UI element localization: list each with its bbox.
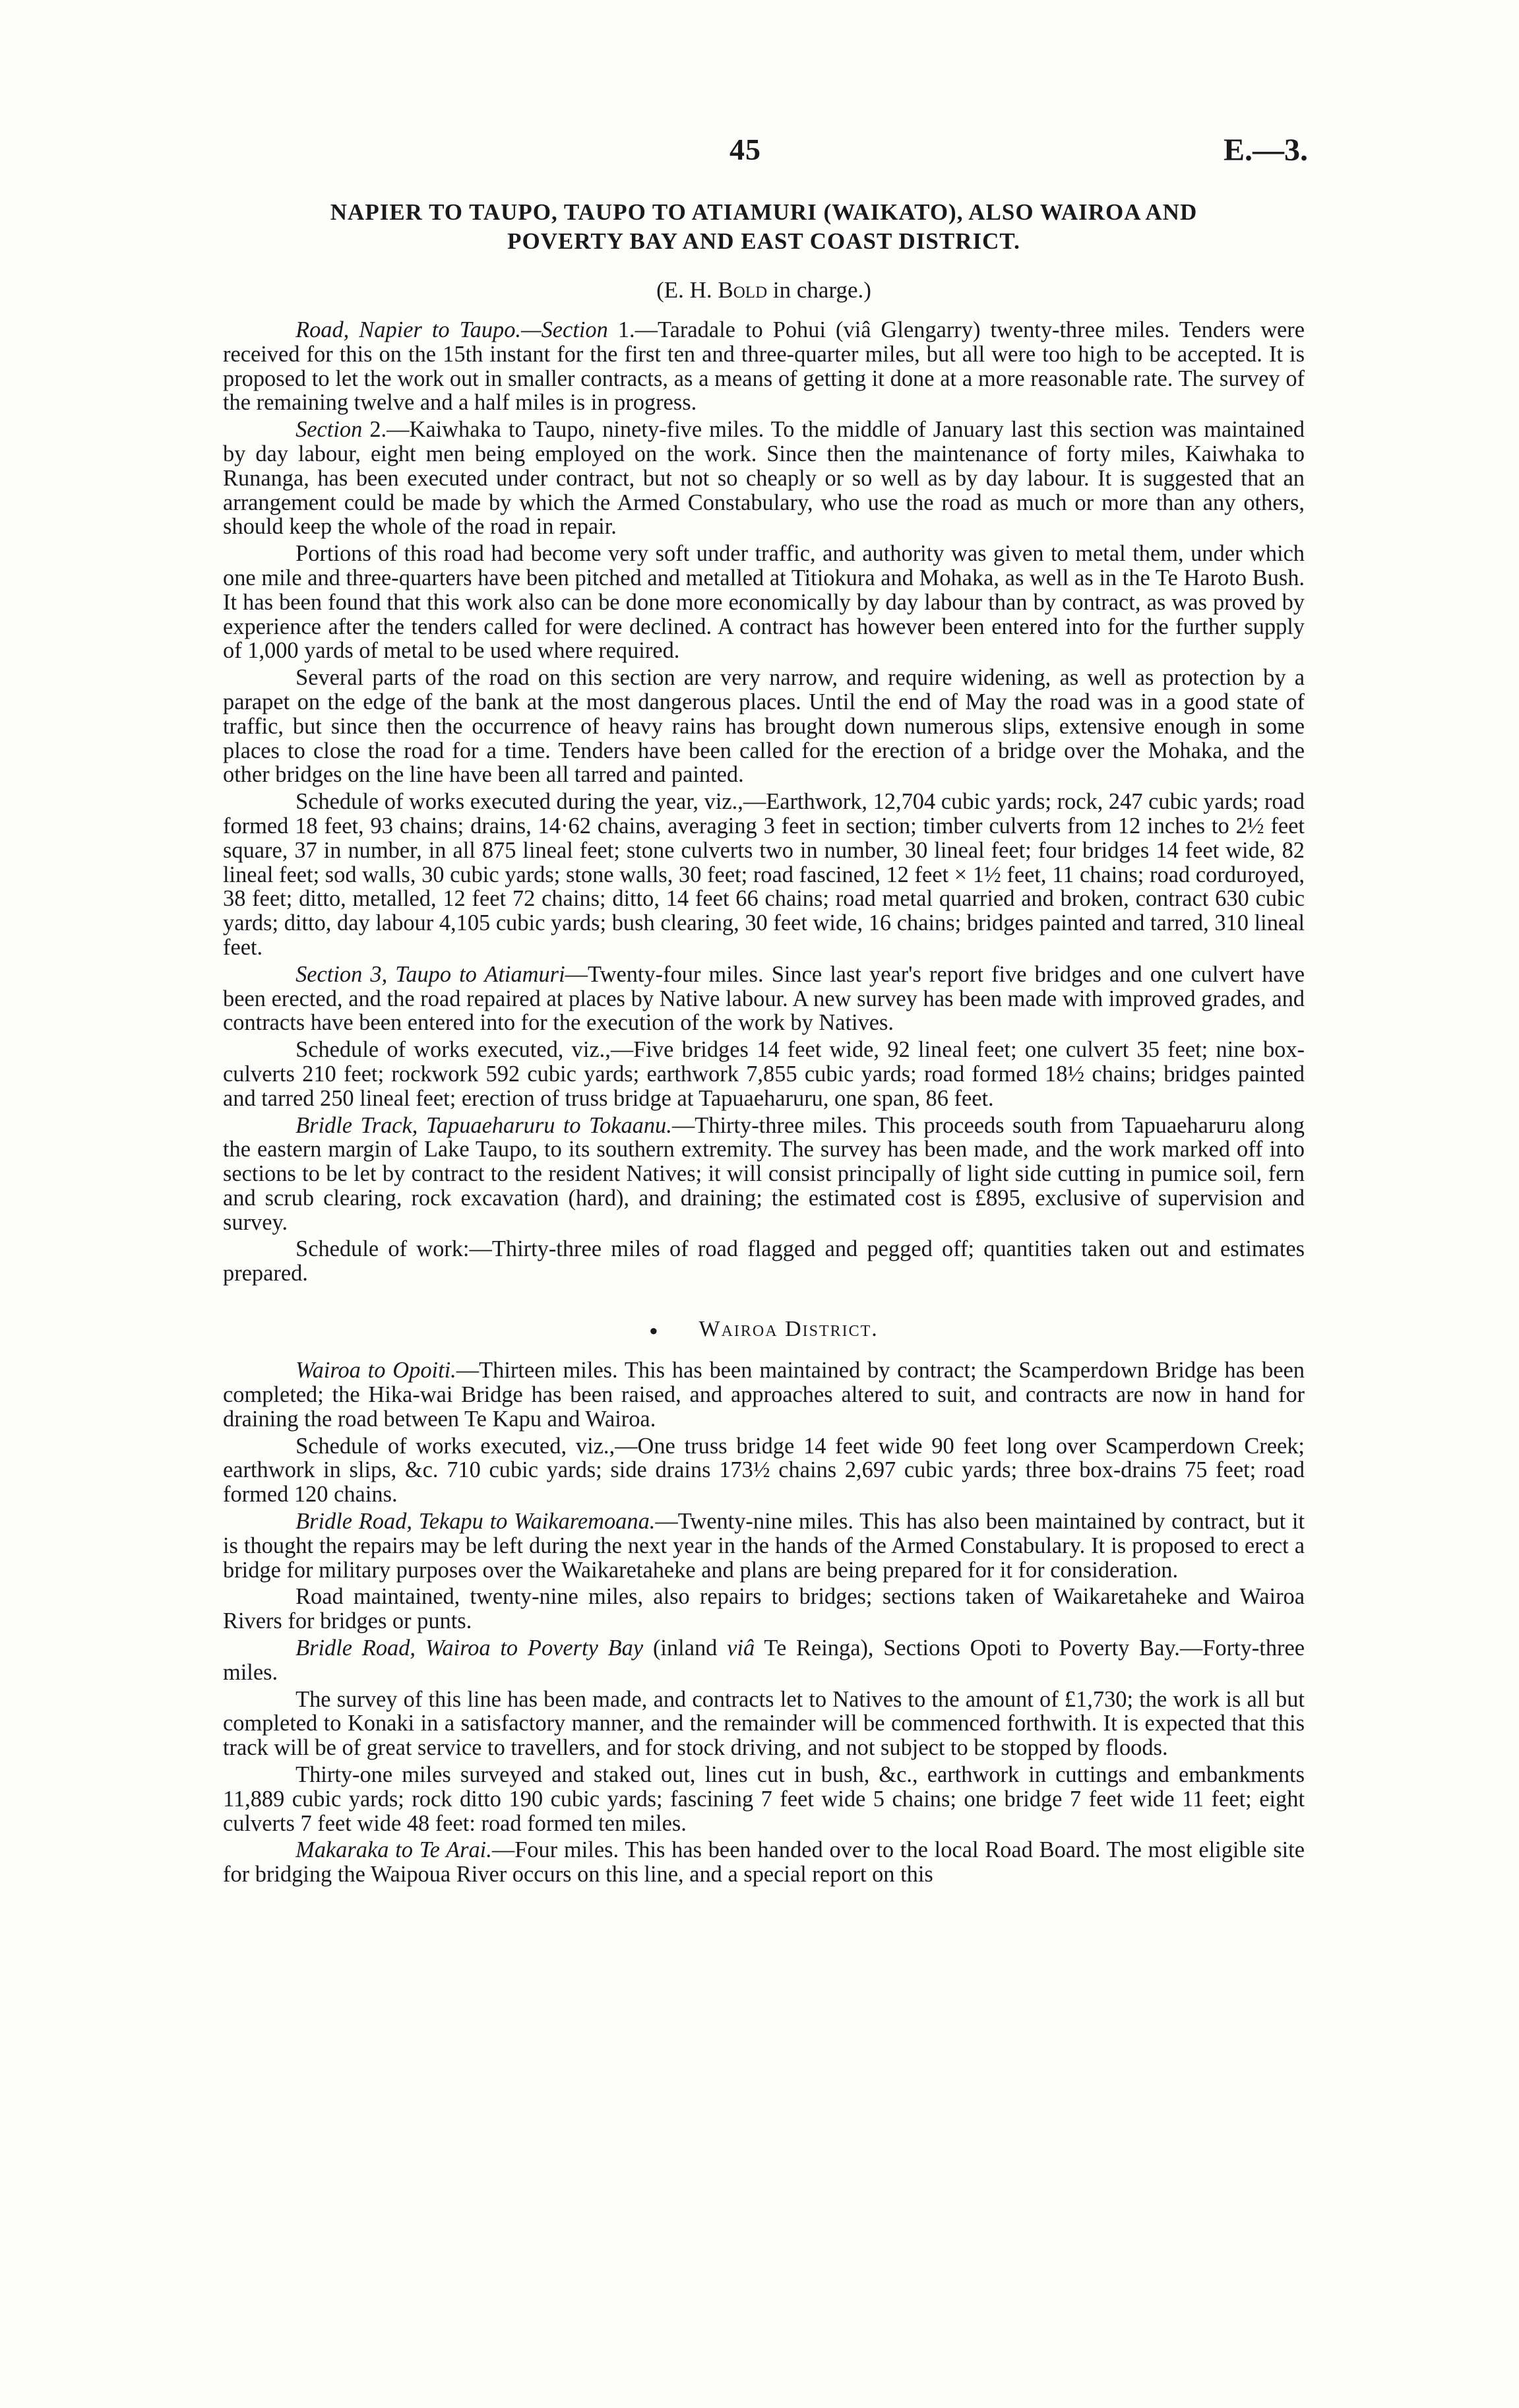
paragraph: [223, 1358, 1305, 1431]
paragraph-lead: Section: [295, 417, 363, 443]
paragraph-lead: Makaraka to Te Arai.: [295, 1837, 492, 1863]
paragraph: Several parts of the road on this section are very narrow, and require widening, as well as protection by a parapet on the edge of the bank at the most dangerous places. Until the end of May the road was in a good state of traffic, but since then the occurrence of heavy rains has brought down numerous slips, extensive enough in some places to close the road for a time. Tenders have been called for the erection of a bridge over the Mohaka, and the other bridges on the line have been all tarred and painted.: [223, 665, 1305, 788]
paragraph-lead: Bridle Road, Tekapu to Waikaremoana.: [295, 1509, 656, 1535]
paragraph: [223, 1114, 1305, 1235]
section-heading-wairoa: [223, 1316, 1305, 1344]
paragraph: Schedule of works executed, viz.,—Five bridges 14 feet wide, 92 lineal feet; one culvert 35 feet; nine box-culverts 210 feet; rockwork 592 cubic yards; earthwork 7,855 cubic yards; road formed 18½ chains; bridges painted and tarred 250 lineal feet; erection of truss bridge at Tapuaeharuru, one span, 86 feet.: [223, 1037, 1305, 1111]
page-title: [223, 198, 1305, 256]
paragraph-text: —Four miles. This has been handed over to the local Road Board. The most eligible site for bridging the Waipoua River occurs on this line, and a special report on this: [223, 1837, 1305, 1887]
paragraph-text: —Twenty-four miles. Since last year's report five bridges and one culvert have been erected, and the road repaired at places by Native labour. A new survey has been made with improved grades, and contracts have been entered into for the execution of the work by Natives.: [223, 961, 1305, 1036]
paragraph: Schedule of works executed during the year, viz.,—Earthwork, 12,704 cubic yards; rock, 247 cubic yards; road formed 18 feet, 93 chains; drains, 14·62 chains, averaging 3 feet in section; timber culverts from 12 inches to 2½ feet square, 37 in number, in all 875 lineal feet; stone culverts two in number, 30 lineal feet; four bridges 14 feet wide, 82 lineal feet; sod walls, 30 cubic yards; stone walls, 30 feet; road fascined, 12 feet × 1½ feet, 11 chains; road corduroyed, 38 feet; ditto, metalled, 12 feet 72 chains; ditto, 14 feet 66 chains; road metal quarried and broken, contract 630 cubic yards; ditto, day labour 4,105 cubic yards; bush clearing, 30 feet wide, 16 chains; bridges painted and tarred, 310 lineal feet.: [223, 789, 1305, 960]
paragraph-text: —Thirteen miles. This has been maintained by contract; the Scamperdown Bridge has been completed; the Hika-wai Bridge has been raised, and approaches altered to suit, and contracts are now in hand for draining the road between Te Kapu and Wairoa.: [223, 1358, 1305, 1432]
document-code: E.—3.: [1223, 133, 1308, 168]
title-line-1: NAPIER TO TAUPO, TAUPO TO ATIAMURI (WAIKATO), ALSO WAIROA AND: [330, 199, 1198, 225]
paragraph: Thirty-one miles surveyed and staked out, lines cut in bush, &c., earthwork in cuttings and embankments 11,889 cubic yards; rock ditto 190 cubic yards; fascining 7 feet wide 5 chains; one bridge 7 feet wide 11 feet; eight culverts 7 feet wide 48 feet: road formed ten miles.: [223, 1762, 1305, 1836]
paragraph: [223, 318, 1305, 415]
paragraph: Road maintained, twenty-nine miles, also repairs to bridges; sections taken of Waikaretaheke and Wairoa Rivers for bridges or punts.: [223, 1584, 1305, 1634]
byline: [223, 276, 1305, 305]
paragraph-via: viâ: [727, 1635, 755, 1661]
byline-open: (E. H.: [656, 277, 718, 303]
byline-name: Bold: [718, 277, 768, 303]
paragraph-text: 1.—Taradale to Pohui (viâ Glengarry) twenty-three miles. Tenders were received for this on the 15th instant for the first ten and three-quarter miles, but all were too high to be accepted. It is proposed to let the work out in smaller contracts, as a means of getting it done at a more reasonable rate. The survey of the remaining twelve and a half miles is in progress.: [223, 317, 1305, 416]
page-number: 45: [729, 133, 761, 166]
paragraph-lead: Bridle Road, Wairoa to Poverty Bay: [295, 1635, 644, 1661]
paragraph: Portions of this road had become very soft under traffic, and authority was given to metal them, under which one mile and three-quarters have been pitched and metalled at Titiokura and Mohaka, as well as in the Te Haroto Bush. It has been found that this work also can be done more economically by day labour than by contract, as was proved by experience after the tenders called for were declined. A contract has however been entered into for the further supply of 1,000 yards of metal to be used where required.: [223, 541, 1305, 664]
paragraph: The survey of this line has been made, and contracts let to Natives to the amount of £1,730; the work is all but completed to Konaki in a satisfactory manner, and the remainder will be commenced forthwith. It is expected that this track will be of great service to travellers, and for stock driving, and not subject to be stopped by floods.: [223, 1686, 1305, 1761]
paragraph-lead: Wairoa to Opoiti.: [295, 1358, 456, 1383]
paragraph-lead: Bridle Track, Tapuaeharuru to Tokaanu.: [295, 1112, 672, 1138]
paragraph-text: (inland: [643, 1635, 728, 1661]
paragraph: [223, 1838, 1305, 1887]
paragraph-text: —Twenty-nine miles. This has also been maintained by contract, but it is thought the repairs may be left during the next year in the hands of the Armed Constabulary. It is proposed to erect a bridge for military purposes over the Waikaretaheke and plans are being prepared for it for consideration.: [223, 1509, 1305, 1583]
paragraph-lead: Road, Napier to Taupo.—Section: [295, 317, 608, 342]
paragraph: [223, 1636, 1305, 1685]
paragraph-text: Te Reinga), Sections Opoti to Poverty Bay.—Forty-three miles.: [223, 1635, 1305, 1685]
napier-taupo-section: [223, 318, 1305, 1286]
page-content: [223, 198, 1305, 1887]
paragraph: [223, 1509, 1305, 1582]
title-line-2: POVERTY BAY AND EAST COAST DISTRICT.: [507, 228, 1020, 254]
paragraph: [223, 963, 1305, 1035]
wairoa-section: [223, 1358, 1305, 1887]
paragraph-text: —Thirty-three miles. This proceeds south from Tapuaeharuru along the eastern margin of Lake Taupo, to its southern extremity. The survey has been made, and the work marked off into sections to be let by contract to the resident Natives; it will consist principally of light side cutting in pumice soil, fern and scrub clearing, rock excavation (hard), and draining; the estimated cost is £895, exclusive of supervision and survey.: [223, 1112, 1305, 1235]
paragraph: [223, 418, 1305, 539]
byline-close: in charge.): [767, 277, 871, 303]
paragraph-lead: Section 3, Taupo to Atiamuri: [295, 961, 565, 987]
bullet-dot-icon: ●: [649, 1322, 660, 1339]
paragraph: Schedule of works executed, viz.,—One truss bridge 14 feet wide 90 feet long over Scamperdown Creek; earthwork in slips, &c. 710 cubic yards; side drains 173½ chains 2,697 cubic yards; three box-drains 75 feet; road formed 120 chains.: [223, 1433, 1305, 1507]
paragraph-text: 2.—Kaiwhaka to Taupo, ninety-five miles. To the middle of January last this section was maintained by day labour, eight men being employed on the work. Since then the maintenance of forty miles, Kaiwhaka to Runanga, has been executed under contract, but not so cheaply or so well as by day labour. It is suggested that an arrangement could be made by which the Armed Constabulary, who use the road as much or more than any others, should keep the whole of the road in repair.: [223, 417, 1305, 540]
section-heading-text: Wairoa District.: [698, 1317, 879, 1342]
paragraph: Schedule of work:—Thirty-three miles of road flagged and pegged off; quantities taken out and estimates prepared.: [223, 1236, 1305, 1286]
